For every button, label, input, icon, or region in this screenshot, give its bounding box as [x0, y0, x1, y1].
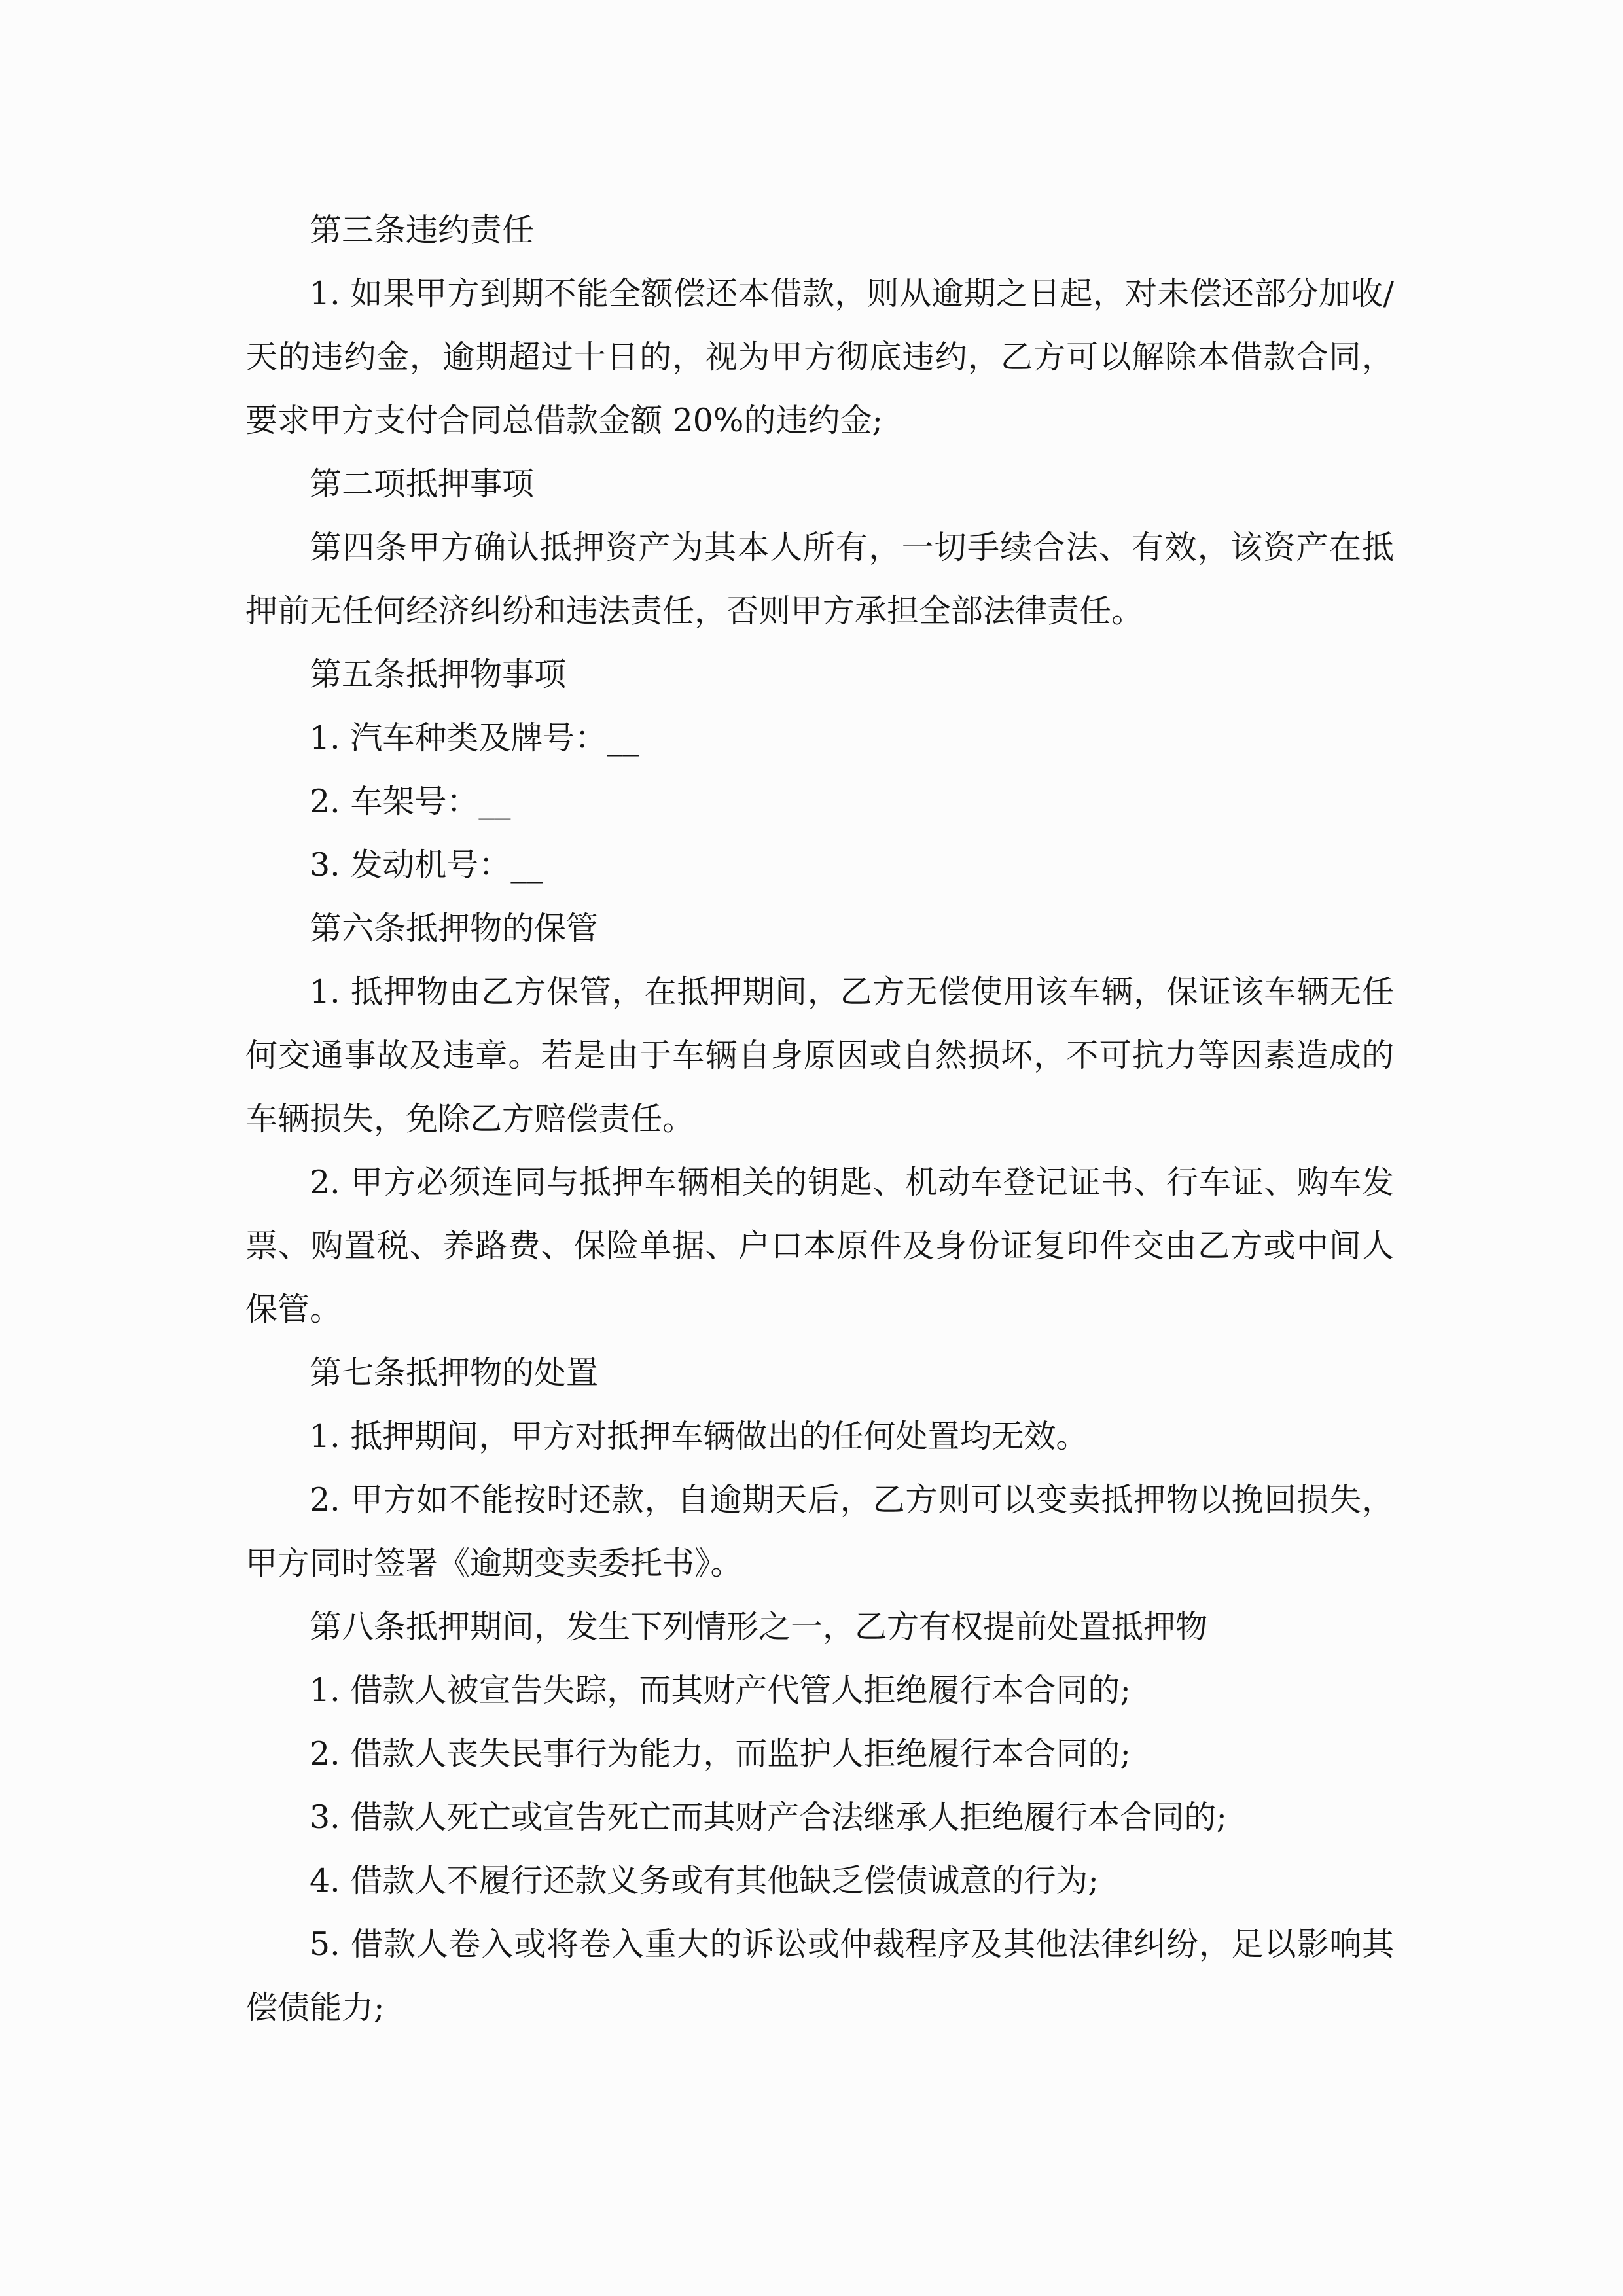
- clause-6-item-1: 1. 抵押物由乙方保管，在抵押期间，乙方无偿使用该车辆，保证该车辆无任何交通事故及违章。若是由于车辆自身原因或自然损坏，不可抗力等因素造成的车辆损失，免除乙方赔偿责任。: [245, 973, 1394, 1138]
- clause-8-item-1: 1. 借款人被宣告失踪，而其财产代管人拒绝履行本合同的;: [310, 1672, 1131, 1709]
- clause-6-item-2: 2. 甲方必须连同与抵押车辆相关的钥匙、机动车登记证书、行车证、购车发票、购置税、养路费、保险单据、户口本原件及身份证复印件交由乙方或中间人保管。: [245, 1164, 1394, 1328]
- clause-4-text: 第四条甲方确认抵押资产为其本人所有，一切手续合法、有效，该资产在抵押前无任何经济纠纷和违法责任，否则甲方承担全部法律责任。: [245, 529, 1394, 630]
- contract-body: [245, 198, 1394, 2039]
- clause-5-item-3: 3. 发动机号：__: [310, 846, 543, 884]
- clause-3-heading: 第三条违约责任: [310, 211, 535, 249]
- clause-7-item-2: 2. 甲方如不能按时还款，自逾期天后，乙方则可以变卖抵押物以挽回损失，甲方同时签署《逾期变卖委托书》。: [245, 1481, 1394, 1582]
- clause-7-item-1: 1. 抵押期间，甲方对抵押车辆做出的任何处置均无效。: [310, 1418, 1088, 1455]
- section-2-heading: 第二项抵押事项: [310, 465, 535, 503]
- clause-5-item-2: 2. 车架号：__: [310, 783, 511, 820]
- clause-8-item-2: 2. 借款人丧失民事行为能力，而监护人拒绝履行本合同的;: [310, 1735, 1131, 1772]
- clause-8-item-4: 4. 借款人不履行还款义务或有其他缺乏偿债诚意的行为;: [310, 1862, 1099, 1899]
- clause-8-item-3: 3. 借款人死亡或宣告死亡而其财产合法继承人拒绝履行本合同的;: [310, 1799, 1227, 1836]
- clause-5-heading: 第五条抵押物事项: [310, 656, 567, 693]
- clause-8-item-5: 5. 借款人卷入或将卷入重大的诉讼或仲裁程序及其他法律纠纷，足以影响其偿债能力;: [245, 1926, 1394, 2026]
- clause-5-item-1: 1. 汽车种类及牌号：__: [310, 719, 639, 757]
- clause-7-heading: 第七条抵押物的处置: [310, 1354, 599, 1391]
- clause-8-heading: 第八条抵押期间，发生下列情形之一，乙方有权提前处置抵押物: [310, 1608, 1208, 1645]
- clause-6-heading: 第六条抵押物的保管: [310, 910, 599, 947]
- clause-3-item-1: 1. 如果甲方到期不能全额偿还本借款，则从逾期之日起，对未偿还部分加收/ 天的违约金，逾期超过十日的，视为甲方彻底违约，乙方可以解除本借款合同，要求甲方支付合同总借款金额 20%的违约金;: [245, 275, 1394, 439]
